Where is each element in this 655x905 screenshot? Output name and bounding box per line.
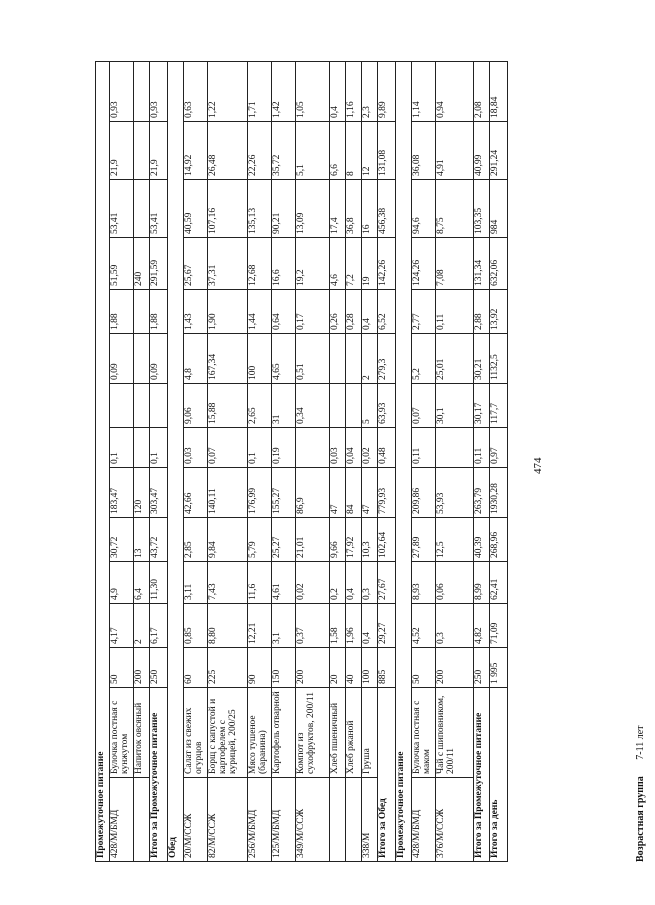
age-group-label: Возрастная группа [635, 776, 646, 862]
value-cell: 50 [412, 648, 436, 688]
recipe-code: 376/М/ССЖ [436, 778, 474, 862]
value-cell: 12 [362, 122, 378, 180]
dish-row [412, 62, 436, 862]
value-cell: 291,59 [150, 238, 168, 290]
value-cell: 0,03 [184, 428, 208, 468]
value-cell: 0,19 [272, 428, 296, 468]
value-cell: 0,06 [436, 562, 474, 604]
value-cell [296, 428, 330, 468]
dish-row [248, 62, 272, 862]
value-cell: 0,04 [346, 428, 362, 468]
value-cell: 16,6 [272, 238, 296, 290]
value-cell: 1,05 [296, 62, 330, 122]
value-cell: 9,89 [378, 62, 396, 122]
dish-name: Борщ с капустой и картофелем с курицей, 200/25 [208, 688, 248, 778]
value-cell: 4,52 [412, 604, 436, 648]
value-cell [134, 428, 150, 468]
value-cell: 0,11 [412, 428, 436, 468]
value-cell: 86,9 [296, 468, 330, 518]
value-cell: 250 [474, 648, 490, 688]
value-cell: 0,97 [490, 428, 508, 468]
value-cell: 0,07 [412, 384, 436, 428]
dish-row [184, 62, 208, 862]
value-cell: 2,65 [248, 384, 272, 428]
recipe-code: 20/М/ССЖ [184, 778, 208, 862]
dish-name: Чай с шиповником, 200/11 [436, 688, 474, 778]
value-cell: 4,9 [110, 562, 134, 604]
value-cell: 43,72 [150, 518, 168, 562]
value-cell: 5 [362, 384, 378, 428]
recipe-code: 338/М [362, 778, 378, 862]
total-label: Итого за Промежуточное питание [150, 688, 168, 862]
value-cell: 0,34 [296, 384, 330, 428]
age-group-line [635, 725, 646, 862]
value-cell: 0,4 [362, 290, 378, 334]
value-cell: 135,13 [248, 180, 272, 238]
value-cell: 0,1 [248, 428, 272, 468]
value-cell: 0,4 [362, 604, 378, 648]
recipe-code: 125/М/БМД [272, 778, 296, 862]
value-cell [134, 122, 150, 180]
value-cell: 0,85 [184, 604, 208, 648]
value-cell: 200 [296, 648, 330, 688]
section-title: Обед [168, 62, 184, 862]
value-cell: 3,1 [272, 604, 296, 648]
value-cell: 131,08 [378, 122, 396, 180]
value-cell: 31 [272, 384, 296, 428]
rotated-page-content [95, 62, 655, 862]
value-cell: 2,88 [474, 290, 490, 334]
value-cell: 0,03 [330, 428, 346, 468]
recipe-code [134, 778, 150, 862]
value-cell: 0,94 [436, 62, 474, 122]
value-cell: 12,68 [248, 238, 272, 290]
value-cell: 0,09 [110, 334, 134, 384]
value-cell: 50 [110, 648, 134, 688]
recipe-code: 428/М/БМД [412, 778, 436, 862]
value-cell: 63,93 [378, 384, 396, 428]
value-cell: 8,75 [436, 180, 474, 238]
value-cell: 263,79 [474, 468, 490, 518]
value-cell: 4,8 [184, 334, 208, 384]
dish-name: Груша [362, 688, 378, 778]
value-cell: 209,86 [412, 468, 436, 518]
value-cell: 30,1 [436, 384, 474, 428]
recipe-code [346, 778, 362, 862]
value-cell: 779,93 [378, 468, 396, 518]
value-cell: 984 [490, 180, 508, 238]
dish-row [362, 62, 378, 862]
total-row [490, 62, 508, 862]
value-cell: 0,63 [184, 62, 208, 122]
value-cell: 0,51 [296, 334, 330, 384]
value-cell: 140,11 [208, 468, 248, 518]
value-cell: 5,79 [248, 518, 272, 562]
value-cell: 0,1 [150, 428, 168, 468]
value-cell: 225 [208, 648, 248, 688]
value-cell: 40,99 [474, 122, 490, 180]
dish-row [272, 62, 296, 862]
total-label: Итого за день [490, 688, 508, 862]
value-cell: 120 [134, 468, 150, 518]
value-cell: 1,58 [330, 604, 346, 648]
value-cell: 6,17 [150, 604, 168, 648]
value-cell: 30,21 [474, 334, 490, 384]
value-cell: 250 [150, 648, 168, 688]
value-cell: 7,2 [346, 238, 362, 290]
value-cell: 6,6 [330, 122, 346, 180]
dish-name: Салат из свежих огурцов [184, 688, 208, 778]
dish-row [134, 62, 150, 862]
value-cell: 8,93 [412, 562, 436, 604]
value-cell: 183,47 [110, 468, 134, 518]
section-title: Промежуточное питание [396, 62, 412, 862]
value-cell: 1,22 [208, 62, 248, 122]
value-cell: 632,06 [490, 238, 508, 290]
value-cell: 10,3 [362, 518, 378, 562]
value-cell: 2,85 [184, 518, 208, 562]
value-cell [134, 384, 150, 428]
dish-name: Компот из сухофруктов, 200/11 [296, 688, 330, 778]
value-cell: 268,96 [490, 518, 508, 562]
value-cell: 240 [134, 238, 150, 290]
value-cell: 0,93 [150, 62, 168, 122]
value-cell: 0,37 [296, 604, 330, 648]
value-cell: 36,08 [412, 122, 436, 180]
recipe-code: 428/М/БМД [110, 778, 134, 862]
value-cell: 26,48 [208, 122, 248, 180]
section-title: Промежуточное питание [96, 62, 110, 862]
value-cell: 200 [436, 648, 474, 688]
value-cell: 19 [362, 238, 378, 290]
value-cell: 90 [248, 648, 272, 688]
value-cell: 303,47 [150, 468, 168, 518]
value-cell: 94,6 [412, 180, 436, 238]
value-cell: 20 [330, 648, 346, 688]
value-cell: 0,3 [362, 562, 378, 604]
value-cell [110, 384, 134, 428]
value-cell: 42,66 [184, 468, 208, 518]
section-header-row [168, 62, 184, 862]
value-cell: 40,59 [184, 180, 208, 238]
value-cell: 1,90 [208, 290, 248, 334]
value-cell [346, 384, 362, 428]
value-cell: 12,21 [248, 604, 272, 648]
value-cell: 16 [362, 180, 378, 238]
value-cell: 53,93 [436, 468, 474, 518]
value-cell: 84 [346, 468, 362, 518]
recipe-code: 256/М/БМД [248, 778, 272, 862]
value-cell: 176,99 [248, 468, 272, 518]
value-cell: 0,93 [110, 62, 134, 122]
value-cell [436, 428, 474, 468]
value-cell: 0,4 [346, 562, 362, 604]
value-cell: 7,08 [436, 238, 474, 290]
menu-table [95, 61, 508, 862]
value-cell: 0,02 [296, 562, 330, 604]
value-cell: 71,09 [490, 604, 508, 648]
value-cell: 279,3 [378, 334, 396, 384]
value-cell: 12,5 [436, 518, 474, 562]
value-cell: 4,61 [272, 562, 296, 604]
value-cell: 150 [272, 648, 296, 688]
value-cell: 0,4 [330, 62, 346, 122]
age-group-value: 7-11 лет [635, 725, 646, 760]
value-cell: 53,41 [110, 180, 134, 238]
value-cell: 21,9 [150, 122, 168, 180]
total-label: Итого за Промежуточное питание [474, 688, 490, 862]
value-cell: 40 [346, 648, 362, 688]
value-cell: 19,2 [296, 238, 330, 290]
value-cell: 37,31 [208, 238, 248, 290]
dish-row [110, 62, 134, 862]
value-cell: 2,08 [474, 62, 490, 122]
value-cell: 60 [184, 648, 208, 688]
value-cell: 107,16 [208, 180, 248, 238]
value-cell: 167,34 [208, 334, 248, 384]
value-cell: 11,30 [150, 562, 168, 604]
value-cell: 3,11 [184, 562, 208, 604]
value-cell: 885 [378, 648, 396, 688]
value-cell: 29,27 [378, 604, 396, 648]
value-cell: 1,42 [272, 62, 296, 122]
value-cell: 9,06 [184, 384, 208, 428]
value-cell: 17,4 [330, 180, 346, 238]
value-cell: 1,44 [248, 290, 272, 334]
value-cell: 291,24 [490, 122, 508, 180]
value-cell: 25,01 [436, 334, 474, 384]
value-cell: 1,88 [110, 290, 134, 334]
total-row [474, 62, 490, 862]
dish-name: Мясо тушеное (баранина) [248, 688, 272, 778]
value-cell: 36,8 [346, 180, 362, 238]
dish-name: Напиток овсяный [134, 688, 150, 778]
value-cell: 0,48 [378, 428, 396, 468]
value-cell: 21,01 [296, 518, 330, 562]
value-cell: 124,26 [412, 238, 436, 290]
page-number: 474 [532, 457, 544, 474]
value-cell: 4,17 [110, 604, 134, 648]
value-cell: 13,09 [296, 180, 330, 238]
value-cell [330, 384, 346, 428]
value-cell: 0,17 [296, 290, 330, 334]
value-cell: 1,43 [184, 290, 208, 334]
value-cell: 0,64 [272, 290, 296, 334]
value-cell: 47 [362, 468, 378, 518]
total-label: Итого за Обед [378, 688, 396, 862]
value-cell: 40,39 [474, 518, 490, 562]
value-cell: 2 [362, 334, 378, 384]
value-cell: 142,26 [378, 238, 396, 290]
value-cell: 1,16 [346, 62, 362, 122]
dish-row [346, 62, 362, 862]
value-cell: 30,72 [110, 518, 134, 562]
value-cell: 103,35 [474, 180, 490, 238]
value-cell [134, 62, 150, 122]
value-cell: 11,6 [248, 562, 272, 604]
value-cell: 8 [346, 122, 362, 180]
value-cell: 1930,28 [490, 468, 508, 518]
value-cell: 6,52 [378, 290, 396, 334]
value-cell: 131,34 [474, 238, 490, 290]
value-cell: 2,3 [362, 62, 378, 122]
value-cell: 0,09 [150, 334, 168, 384]
value-cell: 27,89 [412, 518, 436, 562]
value-cell: 9,84 [208, 518, 248, 562]
dish-row [208, 62, 248, 862]
value-cell [330, 334, 346, 384]
dish-row [436, 62, 474, 862]
value-cell: 4,65 [272, 334, 296, 384]
dish-name: Булочка постная с кунжутом [110, 688, 134, 778]
value-cell: 13 [134, 518, 150, 562]
value-cell: 9,66 [330, 518, 346, 562]
value-cell: 100 [362, 648, 378, 688]
section-header-row [96, 62, 110, 862]
dish-name: Картофель отварной [272, 688, 296, 778]
value-cell: 155,27 [272, 468, 296, 518]
value-cell: 4,82 [474, 604, 490, 648]
value-cell: 21,9 [110, 122, 134, 180]
value-cell: 8,80 [208, 604, 248, 648]
value-cell: 0,3 [436, 604, 474, 648]
value-cell: 1132,5 [490, 334, 508, 384]
value-cell: 2 [134, 604, 150, 648]
value-cell: 5,2 [412, 334, 436, 384]
value-cell: 4,6 [330, 238, 346, 290]
value-cell: 200 [134, 648, 150, 688]
value-cell: 117,7 [490, 384, 508, 428]
value-cell: 53,41 [150, 180, 168, 238]
dish-row [330, 62, 346, 862]
dish-name: Хлеб ржаной [346, 688, 362, 778]
value-cell: 1,14 [412, 62, 436, 122]
value-cell: 7,43 [208, 562, 248, 604]
value-cell: 62,41 [490, 562, 508, 604]
value-cell: 51,59 [110, 238, 134, 290]
dish-row [296, 62, 330, 862]
value-cell: 2,77 [412, 290, 436, 334]
recipe-code: 82/М/ССЖ [208, 778, 248, 862]
value-cell: 15,88 [208, 384, 248, 428]
value-cell: 18,84 [490, 62, 508, 122]
value-cell [134, 334, 150, 384]
value-cell: 35,72 [272, 122, 296, 180]
value-cell: 5,1 [296, 122, 330, 180]
value-cell: 0,11 [474, 428, 490, 468]
value-cell: 8,99 [474, 562, 490, 604]
value-cell: 1,88 [150, 290, 168, 334]
value-cell: 1,71 [248, 62, 272, 122]
value-cell: 22,26 [248, 122, 272, 180]
value-cell: 1 995 [490, 648, 508, 688]
value-cell: 47 [330, 468, 346, 518]
recipe-code [330, 778, 346, 862]
value-cell: 456,38 [378, 180, 396, 238]
value-cell: 4,91 [436, 122, 474, 180]
value-cell: 0,28 [346, 290, 362, 334]
value-cell: 0,2 [330, 562, 346, 604]
value-cell: 102,64 [378, 518, 396, 562]
value-cell [150, 384, 168, 428]
value-cell: 17,92 [346, 518, 362, 562]
value-cell [134, 290, 150, 334]
section-header-row [396, 62, 412, 862]
dish-name: Хлеб пшеничный [330, 688, 346, 778]
value-cell: 0,07 [208, 428, 248, 468]
value-cell [346, 334, 362, 384]
value-cell: 0,02 [362, 428, 378, 468]
value-cell: 0,26 [330, 290, 346, 334]
value-cell: 0,1 [110, 428, 134, 468]
value-cell: 30,17 [474, 384, 490, 428]
value-cell: 1,96 [346, 604, 362, 648]
value-cell: 25,27 [272, 518, 296, 562]
value-cell [134, 180, 150, 238]
value-cell: 13,92 [490, 290, 508, 334]
recipe-code: 349/М/ССЖ [296, 778, 330, 862]
dish-name: Булочка постная с маком [412, 688, 436, 778]
value-cell: 25,67 [184, 238, 208, 290]
value-cell: 27,67 [378, 562, 396, 604]
value-cell: 90,21 [272, 180, 296, 238]
value-cell: 0,11 [436, 290, 474, 334]
total-row [378, 62, 396, 862]
total-row [150, 62, 168, 862]
value-cell: 100 [248, 334, 272, 384]
value-cell: 14,92 [184, 122, 208, 180]
value-cell: 6,4 [134, 562, 150, 604]
